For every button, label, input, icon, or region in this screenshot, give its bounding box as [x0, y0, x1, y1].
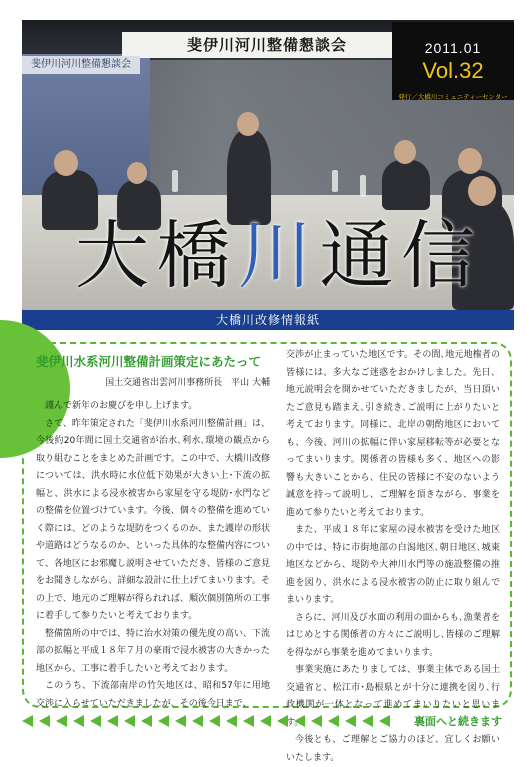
article-column-left [36, 398, 270, 713]
paragraph: 今後とも、ご理解とご協力のほど、宜しくお願いいたします。 [286, 735, 500, 763]
arrow-left-icon [141, 715, 152, 727]
paragraph: 整備箇所の中では、特に治水対策の優先度の高い、下流部の拡幅と平成１８年７月の豪雨で浸水被害の大きかった地区から、工事に着手したいと考えております。 [36, 628, 271, 674]
arrow-left-icon [73, 715, 84, 727]
photo-person [382, 160, 430, 210]
photo-head [237, 112, 259, 136]
arrow-left-icon [107, 715, 118, 727]
arrow-left-icon [22, 715, 33, 727]
arrow-left-icon [345, 715, 356, 727]
article-author: 国土交通省出雲河川事務所長 平山 大輔 [105, 378, 270, 388]
article-column-right [286, 347, 500, 767]
paragraph: 交渉が止まっていた地区です。その間､地元地権者の皆様には、多大なご迷惑をおかけしました。先日、地元説明会を開かせていただきましたが、当日頂いたご意見も踏まえ､引き続き､ご説明に上がりたいと考えております。同様に、北岸の朝酌地区においても、今後、河川の拡幅に伴い家屋移転等が必要となってまいります。関係者の皆様も多く、地区への影響も大きいことから、住民の皆様に不安のないよう誠意を持って説明し、ご理解を頂きながら、事業を進めて参りたいと考えております。 [286, 350, 500, 518]
photo-banner: 斐伊川河川整備懇談会 [122, 32, 412, 58]
paragraph: このうち、下流部南岸の竹矢地区は、昭和57年に用地交渉に入らせていただきましたが、その後今日まで、 [36, 681, 270, 709]
arrow-left-icon [175, 715, 186, 727]
masthead-char: 橋 [156, 213, 231, 299]
arrow-left-icon [124, 715, 135, 727]
arrow-left-icon [192, 715, 203, 727]
continue-label: 裏面へと続きます [414, 715, 502, 728]
top-band [0, 0, 530, 20]
photo-head [127, 162, 147, 184]
arrow-left-icon [379, 715, 390, 727]
photo-head [54, 150, 78, 176]
article-title: 斐伊川水系河川整備計画策定にあたって [36, 354, 262, 369]
photo-head [458, 148, 482, 174]
masthead-char: 信 [401, 213, 475, 299]
masthead-subtitle: 大橋川改修情報紙 [22, 310, 514, 330]
arrow-left-icon [56, 715, 67, 727]
photo-bottle [332, 170, 338, 192]
masthead-char: 川 [238, 213, 312, 299]
publisher-label: 発行／大橋川コミュニティーセンター [398, 93, 508, 101]
arrow-left-icon [209, 715, 220, 727]
arrow-left-icon [39, 715, 50, 727]
issue-date: 2011.01 [424, 40, 482, 56]
arrow-left-icon [311, 715, 322, 727]
arrow-left-icon [328, 715, 339, 727]
paragraph: 事業実施にあたりましては、事業主体である国土交通省と、松江市･島根県とが十分に連携を図り､行政機関が一体となって進めてまいりたいと思います。 [286, 665, 500, 728]
arrow-left-icon [226, 715, 237, 727]
paragraph: さらに、河川及び水面の利用の面からも､漁業者をはじめとする関係者の方々にご説明し､皆様のご理解を得ながら事業を進めてまいります。 [286, 612, 500, 658]
masthead-title [75, 206, 475, 306]
arrow-left-icon [243, 715, 254, 727]
arrow-left-icon [158, 715, 169, 727]
masthead-char: 大 [75, 213, 149, 299]
photo-bottle [172, 170, 178, 192]
paragraph: また、平成１８年に家屋の浸水被害を受けた地区の中では、特に市街地部の白潟地区､朝日地区､城東地区などから、堤防や大神川水門等の施設整備の推進を図り、洪水による浸水被害の防止に取り組んでまいります。 [286, 525, 500, 605]
arrow-left-icon [260, 715, 271, 727]
arrow-left-icon [277, 715, 288, 727]
arrow-left-icon [90, 715, 101, 727]
photo-bottle [360, 175, 366, 197]
arrow-left-icon [362, 715, 373, 727]
continue-arrows [22, 712, 402, 730]
masthead-char: 通 [319, 213, 394, 299]
photo-head [468, 176, 496, 206]
paragraph: 謹んで新年のお慶びを申し上げます。 [45, 401, 198, 411]
arrow-left-icon [294, 715, 305, 727]
paragraph: さて、昨年策定された「斐伊川水系河川整備計画」は、今後約20年間に国土交通省が治水､利水､環境の観点から取り組むことをまとめた計画です。この中で、大橋川改修については、洪水時に水位低下効果が大きい上･下流の拡幅と、洪水による浸水被害から家屋を守る堤防･水門などの整備を位置づけています。今後、個々の整備を進めていく際には、どのような堤防をつくるのか、また護岸の形状や道路はどうなるのか、といった具体的な整備内容について、各地区にお邪魔し説明させていただき、皆様のご意見をお聞きしながら、詳細な設計に仕上げてまいります。その上で、地元のご理解が得られれば、順次個別箇所の工事に着手して参りたいと考えております。 [36, 418, 271, 621]
issue-volume: Vol.32 [422, 58, 484, 83]
photo-banner-left: 斐伊川河川整備懇談会 [22, 56, 140, 74]
photo-head [394, 140, 416, 164]
